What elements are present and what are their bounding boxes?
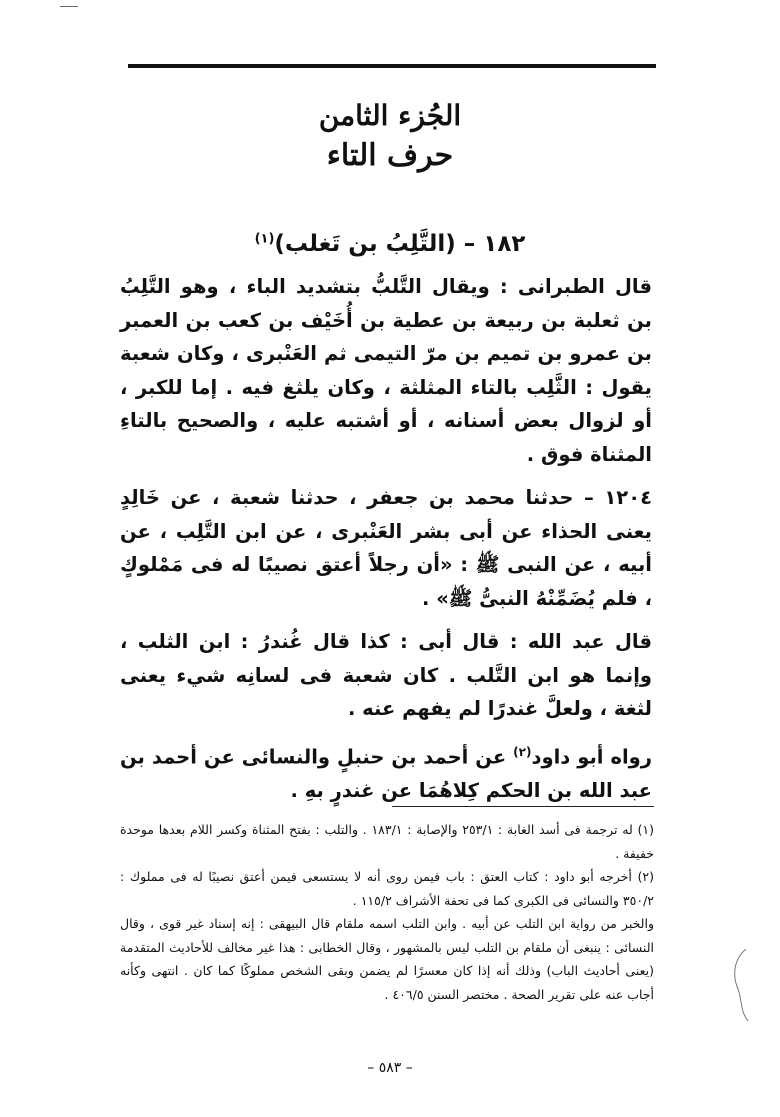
letter-title: حرف التاء bbox=[326, 138, 454, 173]
footnotes bbox=[120, 818, 654, 1006]
main-text bbox=[120, 270, 652, 811]
paragraph-biography: قال الطبرانى : ويقال التَّلبُّ بتشديد الباء ، وهو التَّلِبُ بن ثعلبة بن ربيعة بن عطية بن أُخَيْف بن كعب بن العمبر بن عمرو بن تميم بن مرّ التيمى ثم العَنْبرى ، وكان شعبة يقول : الثَّلِب بالتاء المثلثة ، وكان يلثغ فيه . إما للكبر ، أو لزوال بعض أسنانه ، أو أشتبه عليه ، والصحيح بالتاءِ المثناة فوق . bbox=[120, 275, 652, 466]
paragraph-hadith-1204: ١٢٠٤ – حدثنا محمد بن جعفر ، حدثنا شعبة ، عن خَالِدٍ يعنى الحذاء عن أبى بشر العَنْبرى ، عن ابن التَّلِب ، عن أبيه ، عن النبى ﷺ : «أن رجلاً أعتق نصيبًا له فى مَمْلوكٍ ، فلم يُضَمِّنْهُ النبىُّ ﷺ» . bbox=[120, 486, 652, 610]
page-number: – ٥٨٣ – bbox=[367, 1060, 413, 1076]
corner-mark bbox=[60, 6, 78, 7]
top-rule bbox=[128, 64, 656, 68]
footnote-2-commentary: والخبر من رواية ابن التلب عن أبيه . وابن التلب اسمه ملقام قال البيهقى : إنه إسناد غير قوى ، وقال النسائى : ينبغى أن ملقام بن التلب ليس بالمشهور ، وقال الخطابى : هذا غير مخالف للأحاديث المتقدمة (يعنى أحاديث الباب) وذلك أنه إذا كان معسرًا لم يضمن وبقى الشخص مملوكًا كما كان . انتهى وكأنه أجاب عنه على تقرير الصحة . مختصر السنن ٤٠٦/٥ . bbox=[120, 916, 654, 1002]
entry-heading-text: ١٨٢ – (التَّلِبُ بن تَغلب) bbox=[274, 231, 526, 257]
footnote-separator bbox=[392, 806, 654, 807]
paragraph-takhrij bbox=[120, 736, 652, 808]
takhrij-start: رواه أبو داود bbox=[531, 745, 653, 768]
entry-heading bbox=[130, 226, 650, 263]
takhrij-end: عن أحمد بن حنبلٍ والنسائى عن أحمد بن عبد الله بن الحكم كِلاهُمَا عن غندرٍ بهِ . bbox=[120, 745, 652, 802]
margin-handwriting-mark bbox=[728, 945, 758, 1025]
footnote-ref-2: (٢) bbox=[513, 744, 532, 759]
part-title: الجُزء الثامن bbox=[318, 99, 462, 132]
footnote-ref-1: (١) bbox=[254, 231, 275, 247]
paragraph-abdullah-comment: قال عبد الله : قال أبى : كذا قال غُندرُ : ابن الثلب ، وإنما هو ابن التَّلب . كان شعبة فى لسانِه شيء يعنى لثغة ، ولعلَّ غندرًا لم يفهم عنه . bbox=[120, 630, 652, 720]
footnote-1: (١) له ترجمة فى أسد الغابة : ٢٥٣/١ والإصابة : ١٨٣/١ . والتلب : بفتح المثناة وكسر اللام بعدها موحدة خفيفة . bbox=[120, 822, 654, 861]
footnote-2: (٢) أخرجه أبو داود : كتاب العتق : باب فيمن روى أنه لا يستسعى فيمن أعتق نصيبًا له فى مملوك : ٣٥٠/٢ والنسائى فى الكبرى كما فى تحفة الأشراف ١١٥/٢ . bbox=[120, 869, 654, 908]
